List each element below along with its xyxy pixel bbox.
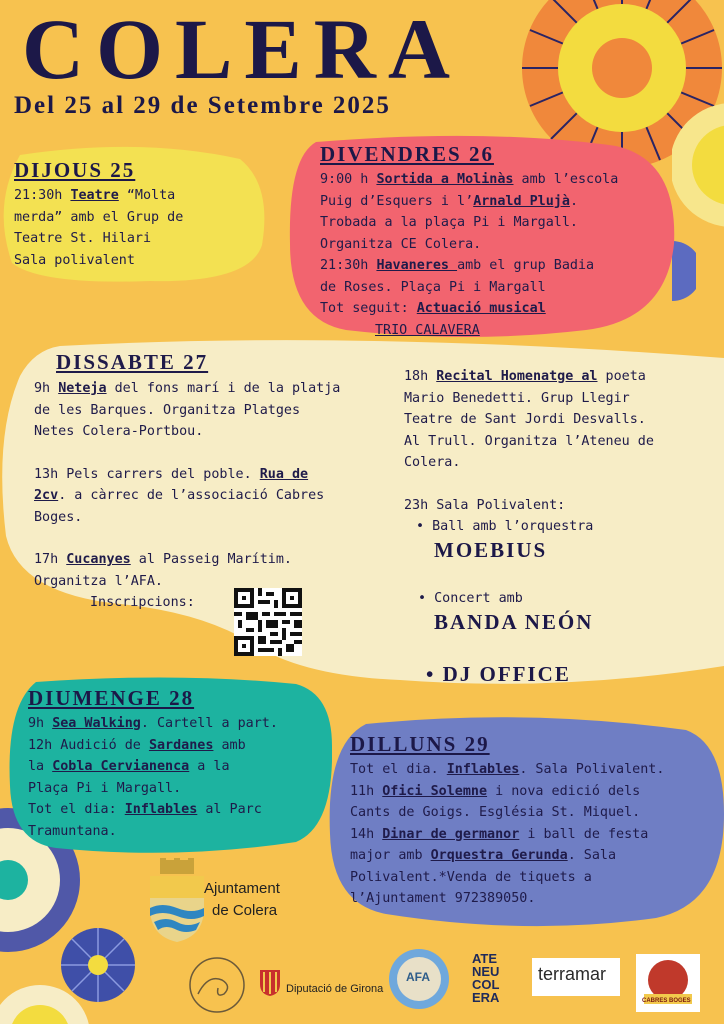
event-dates: Del 25 al 29 de Setembre 2025 [14, 92, 391, 119]
monday-heading: DILLUNS 29 [350, 732, 490, 756]
saturday-right: 18h Recital Homenatge al poeta Mario Benedetti. Grup Llegir Teatre de Sant Jordi Desvalls. Al Trull. Organitza l’Ateneu de Colera. 23h Sala Polivalent: • Ball amb l’orquestra [404, 369, 654, 534]
banda-neon-label: BANDA NEÓN [434, 610, 594, 634]
dj-office-label: • DJ OFFICE [426, 662, 571, 686]
neteja-link[interactable]: Neteja [58, 381, 107, 396]
theatre-link[interactable]: Teatre [70, 188, 119, 203]
saturday-heading: DISSABTE 27 [56, 350, 209, 374]
page-title: COLERA [22, 1, 462, 97]
coat-of-arms-icon [146, 858, 208, 944]
diputacio-shield-icon [258, 966, 282, 998]
qr-code-icon[interactable] [234, 588, 302, 656]
saturday-left: 9h Neteja del fons marí i de la platja de les Barques. Organitza Platges Netes Colera-Portbou. 13h Pels carrers del poble. Rua de 2cv. a càrrec de l’associació Cabres Boges. 17h Cucanyes al Passeig Marítim. Organitza l’AFA. Inscripcions: [34, 381, 341, 610]
ofici-solemne-link[interactable]: Ofici Solemne [382, 783, 488, 799]
arnald-pluja-link[interactable]: Arnald Plujà [473, 193, 570, 209]
concert-label: • Concert amb [418, 591, 523, 606]
rua-2cv-link[interactable]: 2cv [34, 488, 59, 503]
musical-act-link[interactable]: Actuació musical [416, 301, 546, 316]
sardanes-link[interactable]: Sardanes [148, 737, 214, 753]
wave-logo-icon [188, 956, 246, 1014]
thursday-heading: DIJOUS 25 [14, 158, 136, 182]
monday-section: DILLUNS 29 Tot el dia. Inflables. Sala Polivalent. 11h Ofici Solemne i nova edició dels Cants de Goigs. Església St. Miquel. 14h Dinar de germanor i ball de festa major amb Orquestra Gerunda. Sala Polivalent.*Venda de tiquets a l’Ajuntament 972389050. [350, 732, 722, 910]
thursday-section: DIJOUS 25 21:30h Teatre “Molta merda” amb el Grup de Teatre St. Hilari Sala polivalent [14, 158, 264, 271]
friday-heading: DIVENDRES 26 [320, 142, 494, 166]
ateneu-logo: ATE NEU COL ERA [472, 951, 500, 1005]
trio-calavera: TRIO CALAVERA [375, 322, 480, 338]
ajuntament-l2: de Colera [212, 902, 278, 919]
sunday-heading: DIUMENGE 28 [28, 686, 195, 710]
orquestra-gerunda-link[interactable]: Orquestra Gerunda [430, 848, 568, 863]
dinar-link[interactable]: Dinar de germanor [382, 826, 520, 842]
terramar-logo: terramar [532, 958, 620, 996]
recital-link[interactable]: Recital Homenatge al [436, 369, 598, 384]
inflables-monday-link[interactable]: Inflables [446, 762, 520, 777]
havaneres-link[interactable]: Havaneres [376, 258, 458, 273]
friday-section: DIVENDRES 26 9:00 h Sortida a Molinàs amb l’escola Puig d’Esquers i l’Arnald Plujà. Trobada a la plaça Pi i Margall. Organitza CE Colera. 21:30h Havaneres amb el grup Badia de Roses. Plaça Pi i Margall Tot seguit: Actuació musical TRIO CALAVERA [320, 142, 680, 341]
moebius-label: MOEBIUS [434, 538, 548, 562]
molinas-link[interactable]: Sortida a Molinàs [376, 172, 514, 187]
flower-decoration-icon [0, 975, 90, 1024]
ajuntament-l1: Ajuntament [204, 880, 280, 897]
afa-label: AFA [406, 970, 430, 984]
cucanyes-link[interactable]: Cucanyes [66, 552, 131, 567]
sea-walking-link[interactable]: Sea Walking [52, 716, 141, 731]
diputacio-label: Diputació de Girona [286, 983, 384, 995]
rua-link[interactable]: Rua de [259, 466, 309, 482]
cobla-link[interactable]: Cobla Cervianenca [52, 759, 190, 774]
cabres-boges-label: CABRES BOGES [642, 998, 691, 1004]
sunday-section: DIUMENGE 28 9h Sea Walking. Cartell a part. 12h Audició de Sardanes amb la Cobla Cervianenca a la Plaça Pi i Margall. Tot el dia: Inflables al Parc Tramuntana. [28, 686, 333, 842]
inflables-sunday-link[interactable]: Inflables [124, 802, 198, 817]
